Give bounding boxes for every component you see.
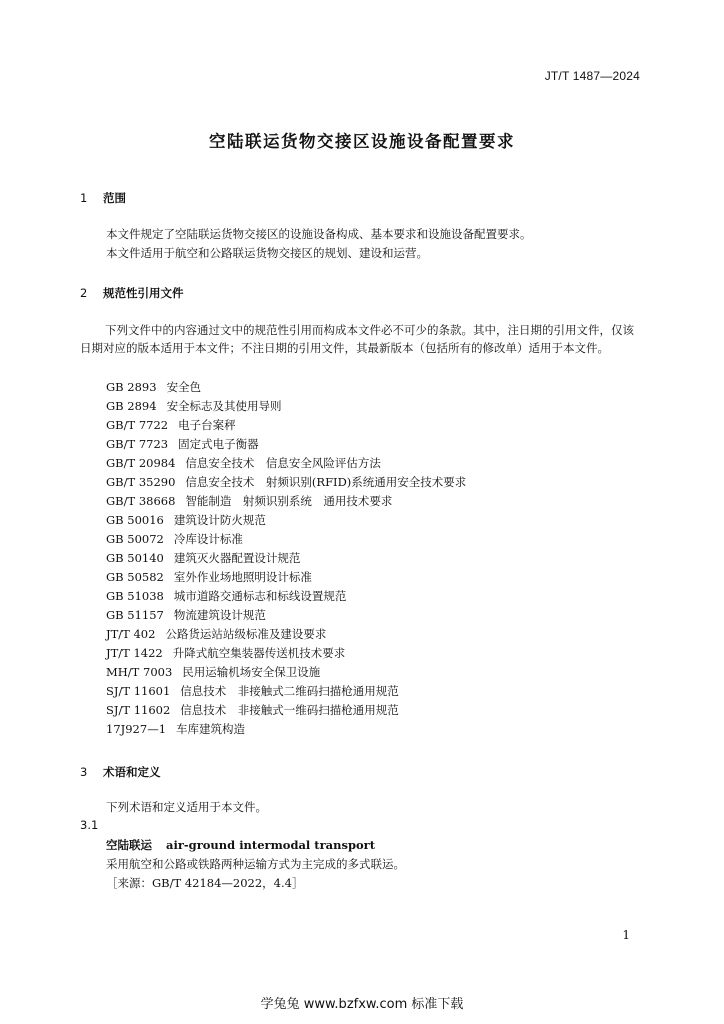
reference-item bbox=[106, 550, 300, 566]
section-title: 规范性引用文件 bbox=[103, 286, 184, 300]
term-definition: 采用航空和公路或铁路两种运输方式为主完成的多式联运。 bbox=[106, 857, 405, 871]
term-heading bbox=[106, 837, 375, 853]
reference-item bbox=[106, 512, 266, 528]
reference-name: 建筑灭火器配置设计规范 bbox=[173, 551, 301, 565]
section-3-heading bbox=[80, 764, 161, 780]
scope-paragraph-1: 本文件规定了空陆联运货物交接区的设施设备构成、基本要求和设施设备配置要求。 bbox=[106, 227, 532, 241]
reference-code: SJ/T 11601 bbox=[106, 684, 171, 698]
reference-item bbox=[106, 607, 266, 623]
reference-item bbox=[106, 569, 312, 585]
reference-code: GB/T 35290 bbox=[106, 475, 176, 489]
term-number: 3.1 bbox=[80, 818, 99, 832]
reference-code: JT/T 402 bbox=[106, 627, 156, 641]
normative-references-intro: 下列文件中的内容通过文中的规范性引用而构成本文件必不可少的条款。其中，注日期的引用文件，仅该日期对应的版本适用于本文件；不注日期的引用文件，其最新版本（包括所有的修改单）适用于本文件。 bbox=[80, 323, 634, 355]
reference-name: 信息技术 非接触式一维码扫描枪通用规范 bbox=[180, 703, 399, 717]
reference-code: JT/T 1422 bbox=[106, 646, 163, 660]
reference-name: 城市道路交通标志和标线设置规范 bbox=[173, 589, 347, 603]
reference-code: GB/T 7723 bbox=[106, 437, 169, 451]
reference-item bbox=[106, 493, 392, 509]
reference-code: GB 50140 bbox=[106, 551, 164, 565]
reference-code: GB/T 7722 bbox=[106, 418, 169, 432]
reference-name: 公路货运站站级标准及建设要求 bbox=[165, 627, 327, 641]
term-english: air-ground intermodal transport bbox=[166, 838, 376, 852]
reference-item bbox=[106, 417, 236, 433]
reference-item bbox=[106, 702, 399, 718]
reference-name: 室外作业场地照明设计标准 bbox=[173, 570, 312, 584]
reference-name: 安全标志及其使用导则 bbox=[166, 399, 282, 413]
reference-name: 民用运输机场安全保卫设施 bbox=[182, 665, 321, 679]
section-title: 范围 bbox=[103, 191, 126, 205]
reference-name: 信息安全技术 信息安全风险评估方法 bbox=[185, 456, 381, 470]
reference-code: MH/T 7003 bbox=[106, 665, 173, 679]
terms-intro: 下列术语和定义适用于本文件。 bbox=[106, 800, 267, 814]
term-source: ［来源：GB/T 42184—2022，4.4］ bbox=[106, 876, 304, 890]
reference-name: 信息安全技术 射频识别(RFID)系统通用安全技术要求 bbox=[185, 475, 467, 489]
reference-code: GB/T 20984 bbox=[106, 456, 176, 470]
reference-item bbox=[106, 664, 320, 680]
section-number: 1 bbox=[80, 191, 88, 205]
reference-code: 17J927—1 bbox=[106, 722, 167, 736]
reference-item bbox=[106, 436, 259, 452]
reference-name: 升降式航空集装器传送机技术要求 bbox=[172, 646, 346, 660]
document-title: 空陆联运货物交接区设施设备配置要求 bbox=[209, 132, 515, 151]
reference-item bbox=[106, 645, 345, 661]
reference-code: GB 50582 bbox=[106, 570, 164, 584]
reference-name: 固定式电子衡器 bbox=[178, 437, 259, 451]
reference-item bbox=[106, 626, 326, 642]
scope-paragraph-2: 本文件适用于航空和公路联运货物交接区的规划、建设和运营。 bbox=[106, 246, 428, 260]
reference-item bbox=[106, 474, 466, 490]
reference-code: GB/T 38668 bbox=[106, 494, 176, 508]
reference-item bbox=[106, 455, 381, 471]
section-2-heading bbox=[80, 285, 184, 301]
section-number: 2 bbox=[80, 286, 88, 300]
reference-name: 电子台案秤 bbox=[178, 418, 236, 432]
reference-name: 智能制造 射频识别系统 通用技术要求 bbox=[185, 494, 393, 508]
section-title: 术语和定义 bbox=[103, 765, 161, 779]
page-number: 1 bbox=[622, 928, 630, 942]
section-number: 3 bbox=[80, 765, 88, 779]
reference-name: 车库建筑构造 bbox=[176, 722, 246, 736]
reference-name: 信息技术 非接触式二维码扫描枪通用规范 bbox=[180, 684, 399, 698]
reference-name: 冷库设计标准 bbox=[173, 532, 243, 546]
term-chinese: 空陆联运 bbox=[106, 838, 152, 852]
reference-name: 建筑设计防火规范 bbox=[173, 513, 266, 527]
reference-item bbox=[106, 398, 282, 414]
footer-watermark: 学兔兔 www.bzfxw.com 标准下载 bbox=[260, 997, 464, 1012]
standard-number: JT/T 1487—2024 bbox=[544, 69, 640, 83]
reference-name: 物流建筑设计规范 bbox=[173, 608, 266, 622]
reference-code: GB 50072 bbox=[106, 532, 164, 546]
reference-code: GB 2893 bbox=[106, 380, 157, 394]
reference-item bbox=[106, 683, 399, 699]
reference-code: SJ/T 11602 bbox=[106, 703, 171, 717]
reference-item bbox=[106, 379, 201, 395]
section-1-heading bbox=[80, 190, 126, 206]
reference-item bbox=[106, 721, 245, 737]
reference-code: GB 51038 bbox=[106, 589, 164, 603]
reference-name: 安全色 bbox=[166, 380, 202, 394]
reference-code: GB 50016 bbox=[106, 513, 164, 527]
reference-code: GB 51157 bbox=[106, 608, 164, 622]
reference-item bbox=[106, 531, 243, 547]
reference-item bbox=[106, 588, 346, 604]
reference-code: GB 2894 bbox=[106, 399, 157, 413]
